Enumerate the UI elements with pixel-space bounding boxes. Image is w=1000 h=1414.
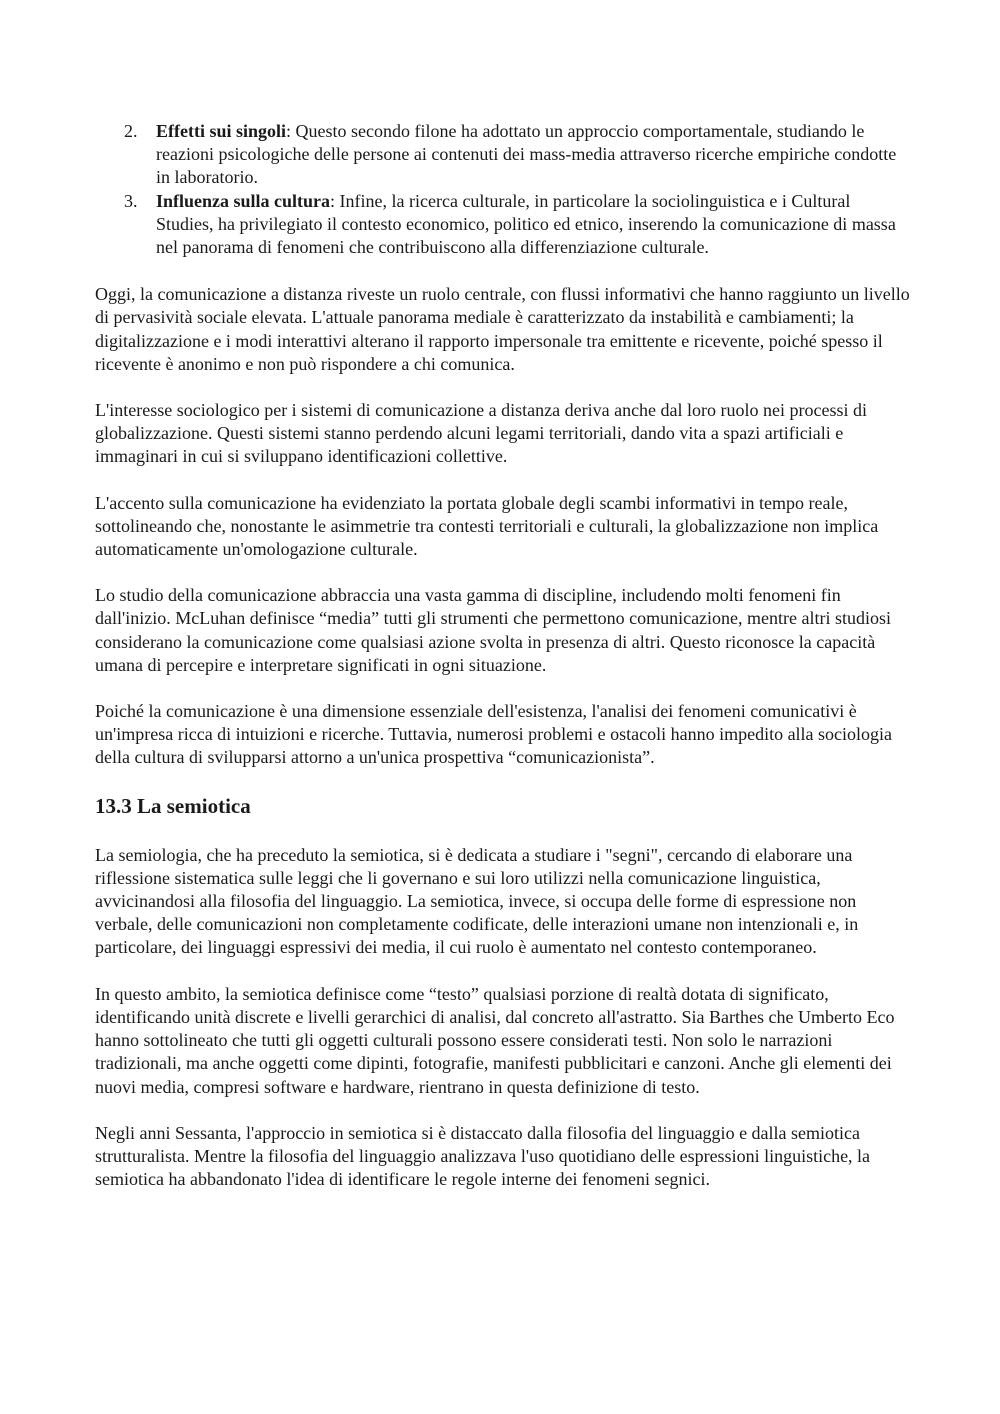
list-item-number: 2. [124,121,138,141]
numbered-list [95,120,910,259]
list-item [95,120,910,190]
paragraph: L'accento sulla comunicazione ha evidenziato la portata globale degli scambi informativi in tempo reale, sottolineando che, nonostante le asimmetrie tra contesti territoriali e culturali, la globalizzazione non implica automaticamente un'omologazione culturale. [95,492,879,560]
paragraph: La semiologia, che ha preceduto la semiotica, si è dedicata a studiare i "segni", cercando di elaborare una riflessione sistematica sulle leggi che li governano e sui loro utilizzi nella comunicazione linguistica, avvicinandosi alla filosofia del linguaggio. La semiotica, invece, si occupa delle forme di espressione non verbale, delle comunicazioni non completamente codificate, delle interazioni umane non intenzionali e, in particolare, dei linguaggi espressivi dei media, il cui ruolo è aumentato nel contesto contemporaneo. [95,844,859,958]
list-item-number: 3. [124,190,138,211]
paragraph: Negli anni Sessanta, l'approccio in semiotica si è distaccato dalla filosofia del linguaggio e dalla semiotica strutturalista. Mentre la filosofia del linguaggio analizzava l'uso quotidiano delle espressioni linguistiche, la semiotica ha abbandonato l'idea di identificare le regole interne dei fenomeni segnici. [95,1122,871,1190]
paragraph: L'interesse sociologico per i sistemi di comunicazione a distanza deriva anche dal loro ruolo nei processi di globalizzazione. Questi sistemi stanno perdendo alcuni legami territoriali, dando vita a spazi artificiali e immaginari in cui si sviluppano identificazioni collettive. [95,400,867,467]
paragraph: Poiché la comunicazione è una dimensione essenziale dell'esistenza, l'analisi dei fenomeni comunicativi è un'impresa ricca di intuizioni e ricerche. Tuttavia, numerosi problemi e ostacoli hanno impedito alla sociologia della cultura di svilupparsi attorno a un'unica prospettiva “comunicazionista”. [95,701,893,768]
section-heading: 13.3 La semiotica [95,793,251,818]
paragraph: Lo studio della comunicazione abbraccia una vasta gamma di discipline, includendo molti fenomeni fin dall'inizio. McLuhan definisce “media” tutti gli strumenti che permettono comunicazione, mentre altri studiosi considerano la comunicazione come qualsiasi azione svolta in presenza di altri. Questo riconosce la capacità umana di percepire e interpretare significati in ogni situazione. [95,585,892,675]
list-item-text: : Infine, la ricerca culturale, in particolare la sociolinguistica e i Cultural Studies, ha privilegiato il contesto economico, politico ed etnico, inserendo la comunicazione di massa nel panorama di fenomeni che contribuiscono alla differenziazione culturale. [156,190,896,258]
list-item-term: Influenza sulla cultura [156,190,331,211]
page-content [95,120,910,1214]
list-item [95,190,910,260]
paragraph: Oggi, la comunicazione a distanza riveste un ruolo centrale, con flussi informativi che hanno raggiunto un livello di pervasività sociale elevata. L'attuale panorama mediale è caratterizzato da instabilità e cambiamenti; la digitalizzazione e i modi interattivi alterano il rapporto impersonale tra emittente e ricevente, poiché spesso il ricevente è anonimo e non può rispondere a chi comunica. [95,284,910,374]
paragraph: In questo ambito, la semiotica definisce come “testo” qualsiasi porzione di realtà dotata di significato, identificando unità discrete e livelli gerarchici di analisi, dal concreto all'astratto. Sia Barthes che Umberto Eco hanno sottolineato che tutti gli oggetti culturali possono essere considerati testi. Non solo le narrazioni tradizionali, ma anche oggetti come dipinti, fotografie, manifesti pubblicitari e canzoni. Anche gli elementi dei nuovi media, compresi software e hardware, rientrano in questa definizione di testo. [95,983,895,1097]
list-item-text: : Questo secondo filone ha adottato un approccio comportamentale, studiando le reazioni psicologiche delle persone ai contenuti dei mass-media attraverso ricerche empiriche condotte in laboratorio. [156,121,897,188]
list-item-term: Effetti sui singoli [156,121,287,141]
